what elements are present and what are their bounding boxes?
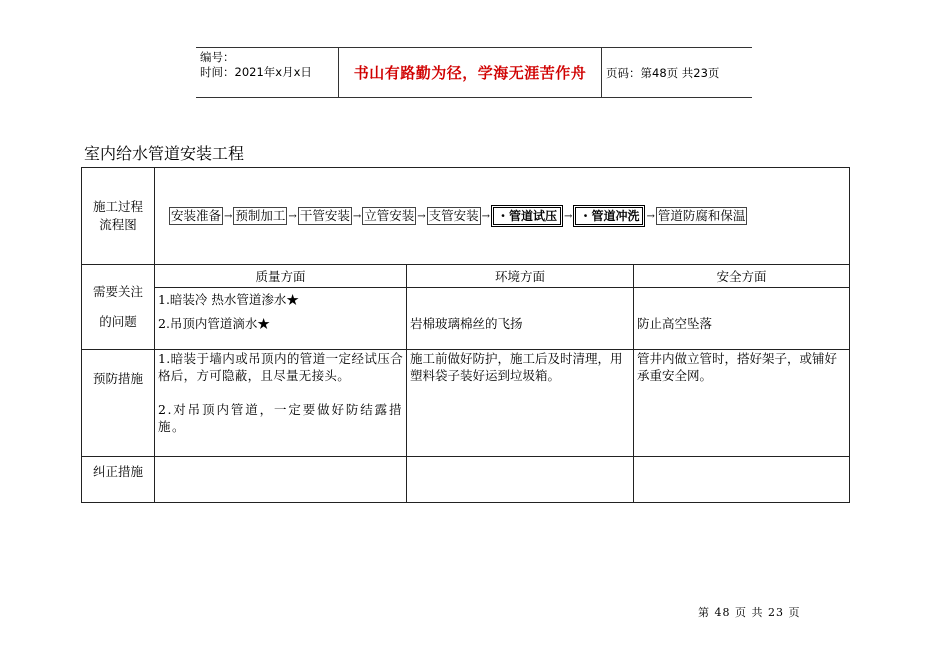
attention-label-line2: 的问题 (99, 314, 137, 329)
arrow-icon: → (481, 210, 491, 222)
prevention-quality-cell (155, 350, 407, 457)
attention-row (82, 288, 850, 350)
arrow-icon: → (417, 210, 426, 222)
flow-step-anticorrosion: 管道防腐和保温 (657, 208, 746, 223)
time-label: 时间：2021年x月x日 (200, 65, 312, 79)
flow-row (82, 168, 850, 265)
page-footer: 第 48 页 共 23 页 (698, 606, 801, 619)
arrow-icon: → (646, 210, 655, 222)
page-header (196, 47, 752, 98)
arrow-icon: → (288, 210, 297, 222)
header-motto: 书山有路勤为径，学海无涯苦作舟 (339, 48, 602, 98)
prevention-quality-1: 1.暗装于墙内或吊顶内的管道一定经试压合格后，方可隐蔽，且尽量无接头。 (158, 351, 403, 383)
flow-step-branch: 支管安装 (428, 208, 479, 223)
arrow-icon: → (564, 210, 573, 222)
correction-safety (634, 457, 850, 503)
document-title: 室内给水管道安装工程 (84, 144, 245, 163)
flow-step-pressure-test: ・管道试压 (491, 205, 563, 227)
arrow-icon: → (352, 210, 362, 222)
flow-step-flushing: ・管道冲洗 (573, 205, 645, 227)
main-table (81, 167, 850, 503)
arrow-icon: → (224, 210, 233, 222)
attention-label-cell (82, 265, 155, 350)
correction-quality (155, 457, 407, 503)
flow-cell (155, 168, 850, 265)
flow-step-prefab: 预制加工 (235, 208, 286, 223)
prevention-environment-cell (407, 350, 634, 457)
prevention-quality-2: 2.对吊顶内管道，一定要做好防结露措施。 (158, 402, 403, 434)
correction-environment (407, 457, 634, 503)
prevention-environment-2: 塑料袋子装好运到垃圾箱。 (410, 368, 561, 383)
column-quality: 质量方面 (155, 265, 407, 288)
flow-chart (169, 205, 846, 227)
page-code: 页码：第48页 共23页 (602, 48, 753, 98)
attention-safety: 防止高空坠落 (634, 288, 850, 350)
correction-row (82, 457, 850, 503)
attention-quality-cell (155, 288, 407, 350)
prevention-safety: 管井内做立管时，搭好架子，或铺好承重安全网。 (634, 350, 850, 457)
number-label: 编号： (200, 50, 235, 64)
attention-environment: 岩棉玻璃棉丝的飞扬 (407, 288, 634, 350)
flow-step-main-pipe: 干管安装 (299, 208, 350, 223)
prevention-label: 预防措施 (82, 350, 155, 457)
column-environment: 环境方面 (407, 265, 634, 288)
attention-quality-1: 1.暗装冷 热水管道渗水★ (158, 292, 299, 307)
column-header-row (82, 265, 850, 288)
flow-step-riser: 立管安装 (364, 208, 415, 223)
prevention-row (82, 350, 850, 457)
column-safety: 安全方面 (634, 265, 850, 288)
correction-label: 纠正措施 (82, 457, 155, 503)
flow-step-prep: 安装准备 (171, 208, 222, 223)
header-meta (196, 48, 339, 98)
attention-label-line1: 需要关注 (92, 284, 143, 299)
flow-label: 施工过程流程图 (92, 199, 143, 232)
prevention-environment-1: 施工前做好防护，施工后及时清理，用 (410, 351, 623, 366)
flow-label-cell (82, 168, 155, 265)
attention-quality-2: 2.吊顶内管道滴水★ (158, 316, 270, 331)
